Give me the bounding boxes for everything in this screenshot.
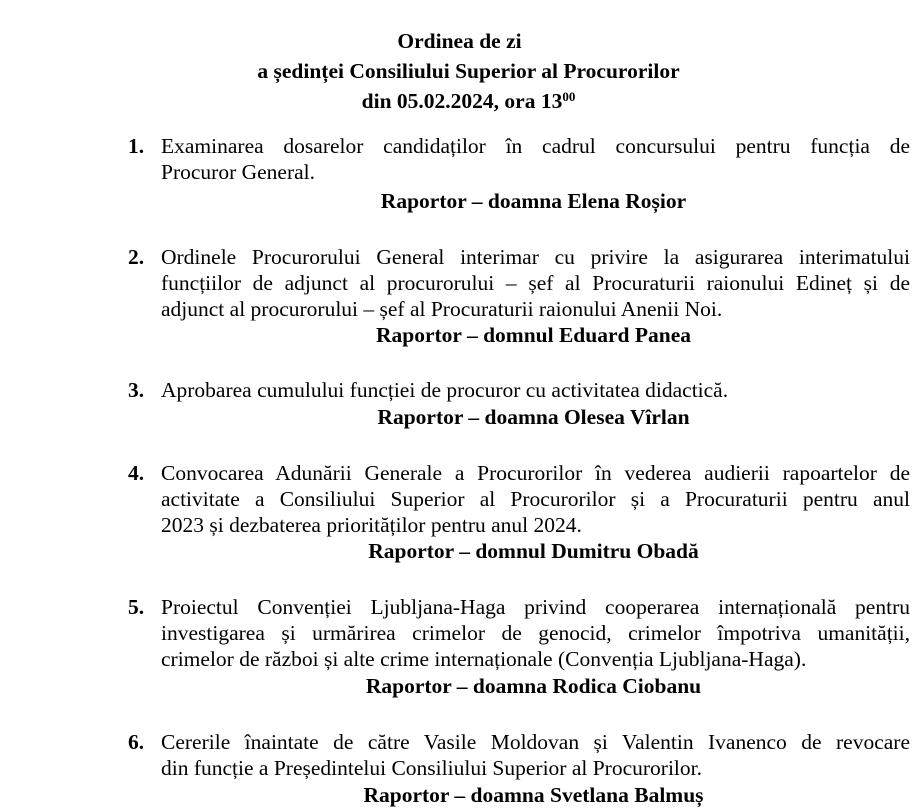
item-number: 2. (128, 245, 145, 269)
agenda-subtitle: a ședinței Consiliului Superior al Procurorilor (257, 59, 680, 83)
agenda-date-line (18, 86, 919, 116)
item-line: adjunct al procurorului – șef al Procuraturii raionului Anenii Noi. (161, 297, 723, 321)
item-text (161, 460, 910, 538)
raportor-2 (0, 322, 919, 348)
item-line: Proiectul Convenției Ljubljana-Haga privind cooperarea internațională pentru (161, 595, 910, 619)
raportor-text: Raportor – domnul Eduard Panea (376, 323, 691, 347)
raportor-text: Raportor – domnul Dumitru Obadă (368, 539, 699, 563)
raportor-5 (0, 673, 919, 699)
raportor-1 (0, 188, 919, 214)
raportor-3 (0, 404, 919, 430)
item-line: 2023 și dezbaterea priorităților pentru anul 2024. (161, 513, 582, 537)
item-text (161, 594, 910, 672)
item-line: activitate a Consiliului Superior al Procurorilor și a Procuraturii pentru anul (161, 487, 910, 511)
item-line: investigarea și urmărirea crimelor de genocid, crimelor împotriva umanității, (161, 621, 910, 645)
item-number: 1. (128, 134, 145, 158)
item-text (161, 133, 910, 185)
item-number: 4. (128, 461, 145, 485)
item-line: Cererile înaintate de către Vasile Moldovan și Valentin Ivanenco de revocare (161, 730, 910, 754)
raportor-text: Raportor – doamna Elena Roșior (380, 189, 687, 213)
item-line: Aprobarea cumulului funcției de procuror cu activitatea didactică. (161, 378, 729, 402)
item-line: Convocarea Adunării Generale a Procurorilor în vederea audierii rapoartelor de (161, 461, 910, 485)
agenda-time-minutes: 00 (562, 89, 576, 104)
raportor-4 (0, 538, 919, 564)
item-line: Procuror General. (161, 160, 316, 184)
item-number: 3. (128, 378, 145, 402)
raportor-text: Raportor – doamna Olesea Vîrlan (377, 405, 690, 429)
agenda-header (0, 26, 919, 116)
item-number: 5. (128, 595, 145, 619)
item-line: Ordinele Procurorului General interimar cu privire la asigurarea interimatului (161, 245, 910, 269)
item-line: din funcție a Președintelui Consiliului Superior al Procurorilor. (161, 756, 702, 780)
item-line: crimelor de război și alte crime internaționale (Convenția Ljubljana-Haga). (161, 647, 807, 671)
agenda-title: Ordinea de zi (397, 29, 522, 53)
raportor-6 (0, 782, 919, 808)
item-line: funcțiilor de adjunct al procurorului – șef al Procuraturii raionului Edineț și de (161, 271, 910, 295)
raportor-text: Raportor – doamna Rodica Ciobanu (365, 674, 702, 698)
item-text (161, 244, 910, 322)
item-line: Examinarea dosarelor candidaților în cadrul concursului pentru funcția de (161, 134, 910, 158)
item-text (161, 377, 910, 403)
raportor-text: Raportor – doamna Svetlana Balmuș (363, 783, 704, 807)
item-number: 6. (128, 730, 145, 754)
item-text (161, 729, 910, 781)
agenda-date-text: din 05.02.2024, ora 13 (361, 89, 563, 113)
